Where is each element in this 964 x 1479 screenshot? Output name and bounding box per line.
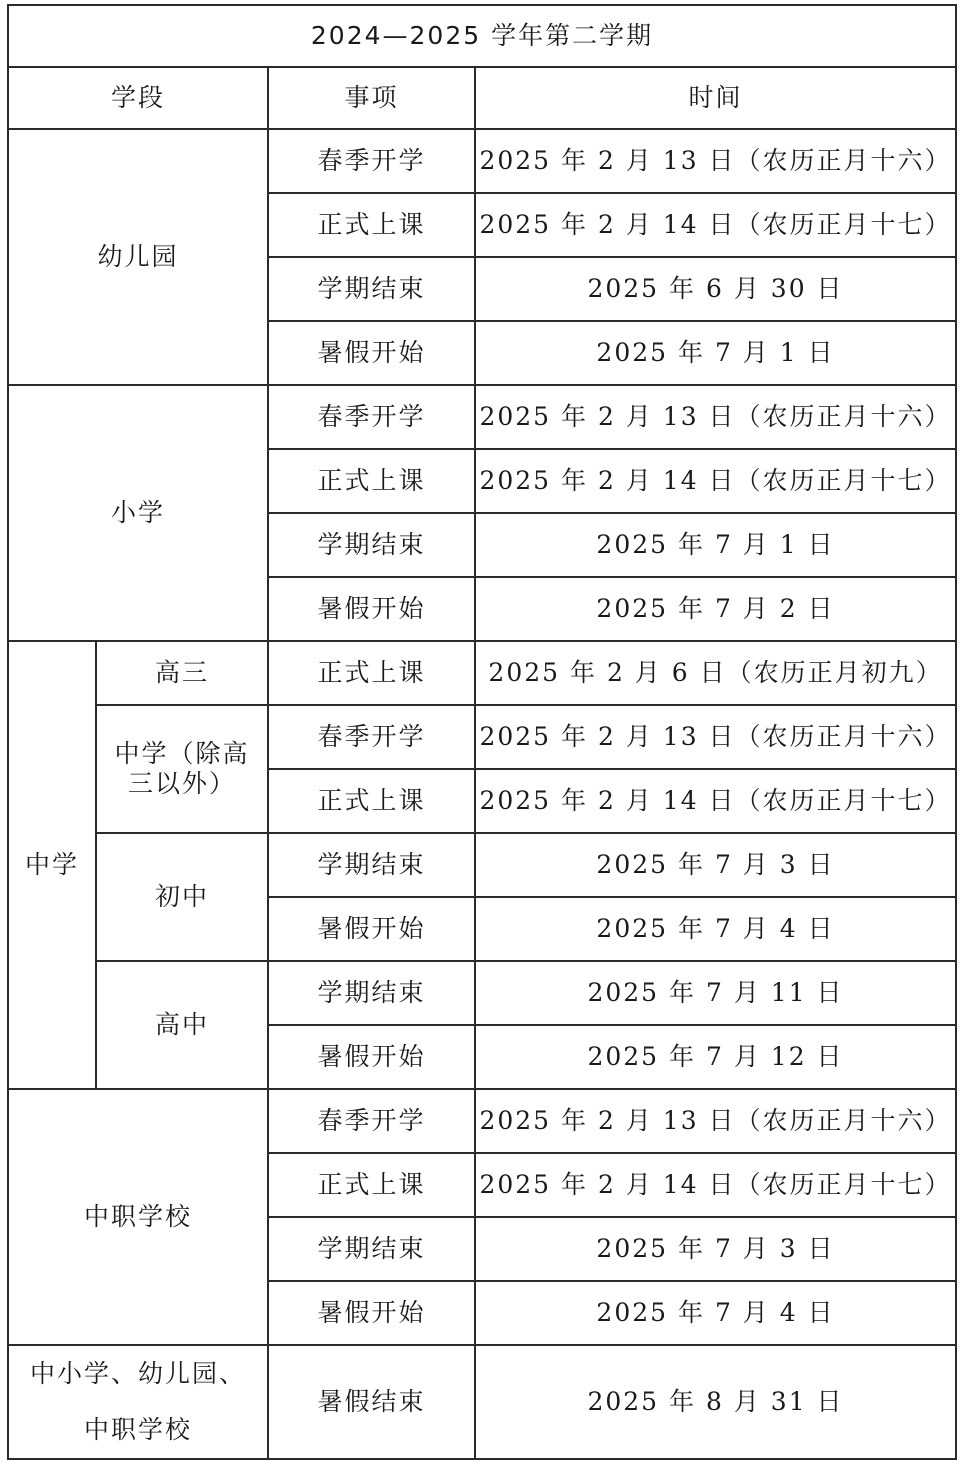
time-cell: 2025 年 2 月 14 日（农历正月十七） <box>475 1153 956 1217</box>
time-cell: 2025 年 2 月 14 日（农历正月十七） <box>475 769 956 833</box>
time-cell: 2025 年 7 月 2 日 <box>475 577 956 641</box>
table-row <box>8 641 956 705</box>
time-cell: 2025 年 8 月 31 日 <box>475 1345 956 1459</box>
stage-middle: 中学 <box>8 641 96 1089</box>
time-cell: 2025 年 2 月 13 日（农历正月十六） <box>475 385 956 449</box>
item-cell: 暑假开始 <box>268 1281 475 1345</box>
item-cell: 学期结束 <box>268 833 475 897</box>
time-cell: 2025 年 7 月 1 日 <box>475 513 956 577</box>
time-cell: 2025 年 7 月 4 日 <box>475 897 956 961</box>
item-cell: 学期结束 <box>268 1217 475 1281</box>
semester-schedule-table <box>7 4 957 1460</box>
time-cell: 2025 年 2 月 14 日（农历正月十七） <box>475 449 956 513</box>
table-row <box>8 385 956 449</box>
item-cell: 正式上课 <box>268 193 475 257</box>
item-cell: 学期结束 <box>268 961 475 1025</box>
time-cell: 2025 年 7 月 3 日 <box>475 1217 956 1281</box>
time-cell: 2025 年 2 月 13 日（农历正月十六） <box>475 129 956 193</box>
table-row <box>8 129 956 193</box>
item-cell: 正式上课 <box>268 641 475 705</box>
time-cell: 2025 年 7 月 1 日 <box>475 321 956 385</box>
item-cell: 学期结束 <box>268 513 475 577</box>
time-cell: 2025 年 7 月 12 日 <box>475 1025 956 1089</box>
item-cell: 学期结束 <box>268 257 475 321</box>
item-cell: 正式上课 <box>268 449 475 513</box>
time-cell: 2025 年 6 月 30 日 <box>475 257 956 321</box>
header-item: 事项 <box>268 67 475 129</box>
item-cell: 春季开学 <box>268 385 475 449</box>
item-cell: 春季开学 <box>268 705 475 769</box>
item-cell: 暑假结束 <box>268 1345 475 1459</box>
item-cell: 暑假开始 <box>268 1025 475 1089</box>
item-cell: 暑假开始 <box>268 321 475 385</box>
time-cell: 2025 年 7 月 11 日 <box>475 961 956 1025</box>
substage-middle-except-senior3: 中学（除高三以外） <box>96 705 268 833</box>
item-cell: 春季开学 <box>268 1089 475 1153</box>
time-cell: 2025 年 7 月 3 日 <box>475 833 956 897</box>
time-cell: 2025 年 7 月 4 日 <box>475 1281 956 1345</box>
schedule-document <box>7 4 955 1460</box>
item-cell: 春季开学 <box>268 129 475 193</box>
title-row <box>8 5 956 67</box>
time-cell: 2025 年 2 月 13 日（农历正月十六） <box>475 1089 956 1153</box>
stage-kindergarten: 幼儿园 <box>8 129 268 385</box>
time-cell: 2025 年 2 月 6 日（农历正月初九） <box>475 641 956 705</box>
table-title: 2024—2025 学年第二学期 <box>8 5 956 67</box>
item-cell: 正式上课 <box>268 769 475 833</box>
item-cell: 暑假开始 <box>268 897 475 961</box>
table-row <box>8 1089 956 1153</box>
header-row <box>8 67 956 129</box>
table-row <box>8 1345 956 1459</box>
substage-senior: 高中 <box>96 961 268 1089</box>
time-cell: 2025 年 2 月 14 日（农历正月十七） <box>475 193 956 257</box>
header-time: 时间 <box>475 67 956 129</box>
item-cell: 暑假开始 <box>268 577 475 641</box>
table-row <box>8 833 956 897</box>
time-cell: 2025 年 2 月 13 日（农历正月十六） <box>475 705 956 769</box>
substage-junior: 初中 <box>96 833 268 961</box>
stage-primary: 小学 <box>8 385 268 641</box>
stage-vocational: 中职学校 <box>8 1089 268 1345</box>
item-cell: 正式上课 <box>268 1153 475 1217</box>
substage-senior3: 高三 <box>96 641 268 705</box>
table-row <box>8 705 956 769</box>
header-stage: 学段 <box>8 67 268 129</box>
table-row <box>8 961 956 1025</box>
stage-all: 中小学、幼儿园、中职学校 <box>8 1345 268 1459</box>
